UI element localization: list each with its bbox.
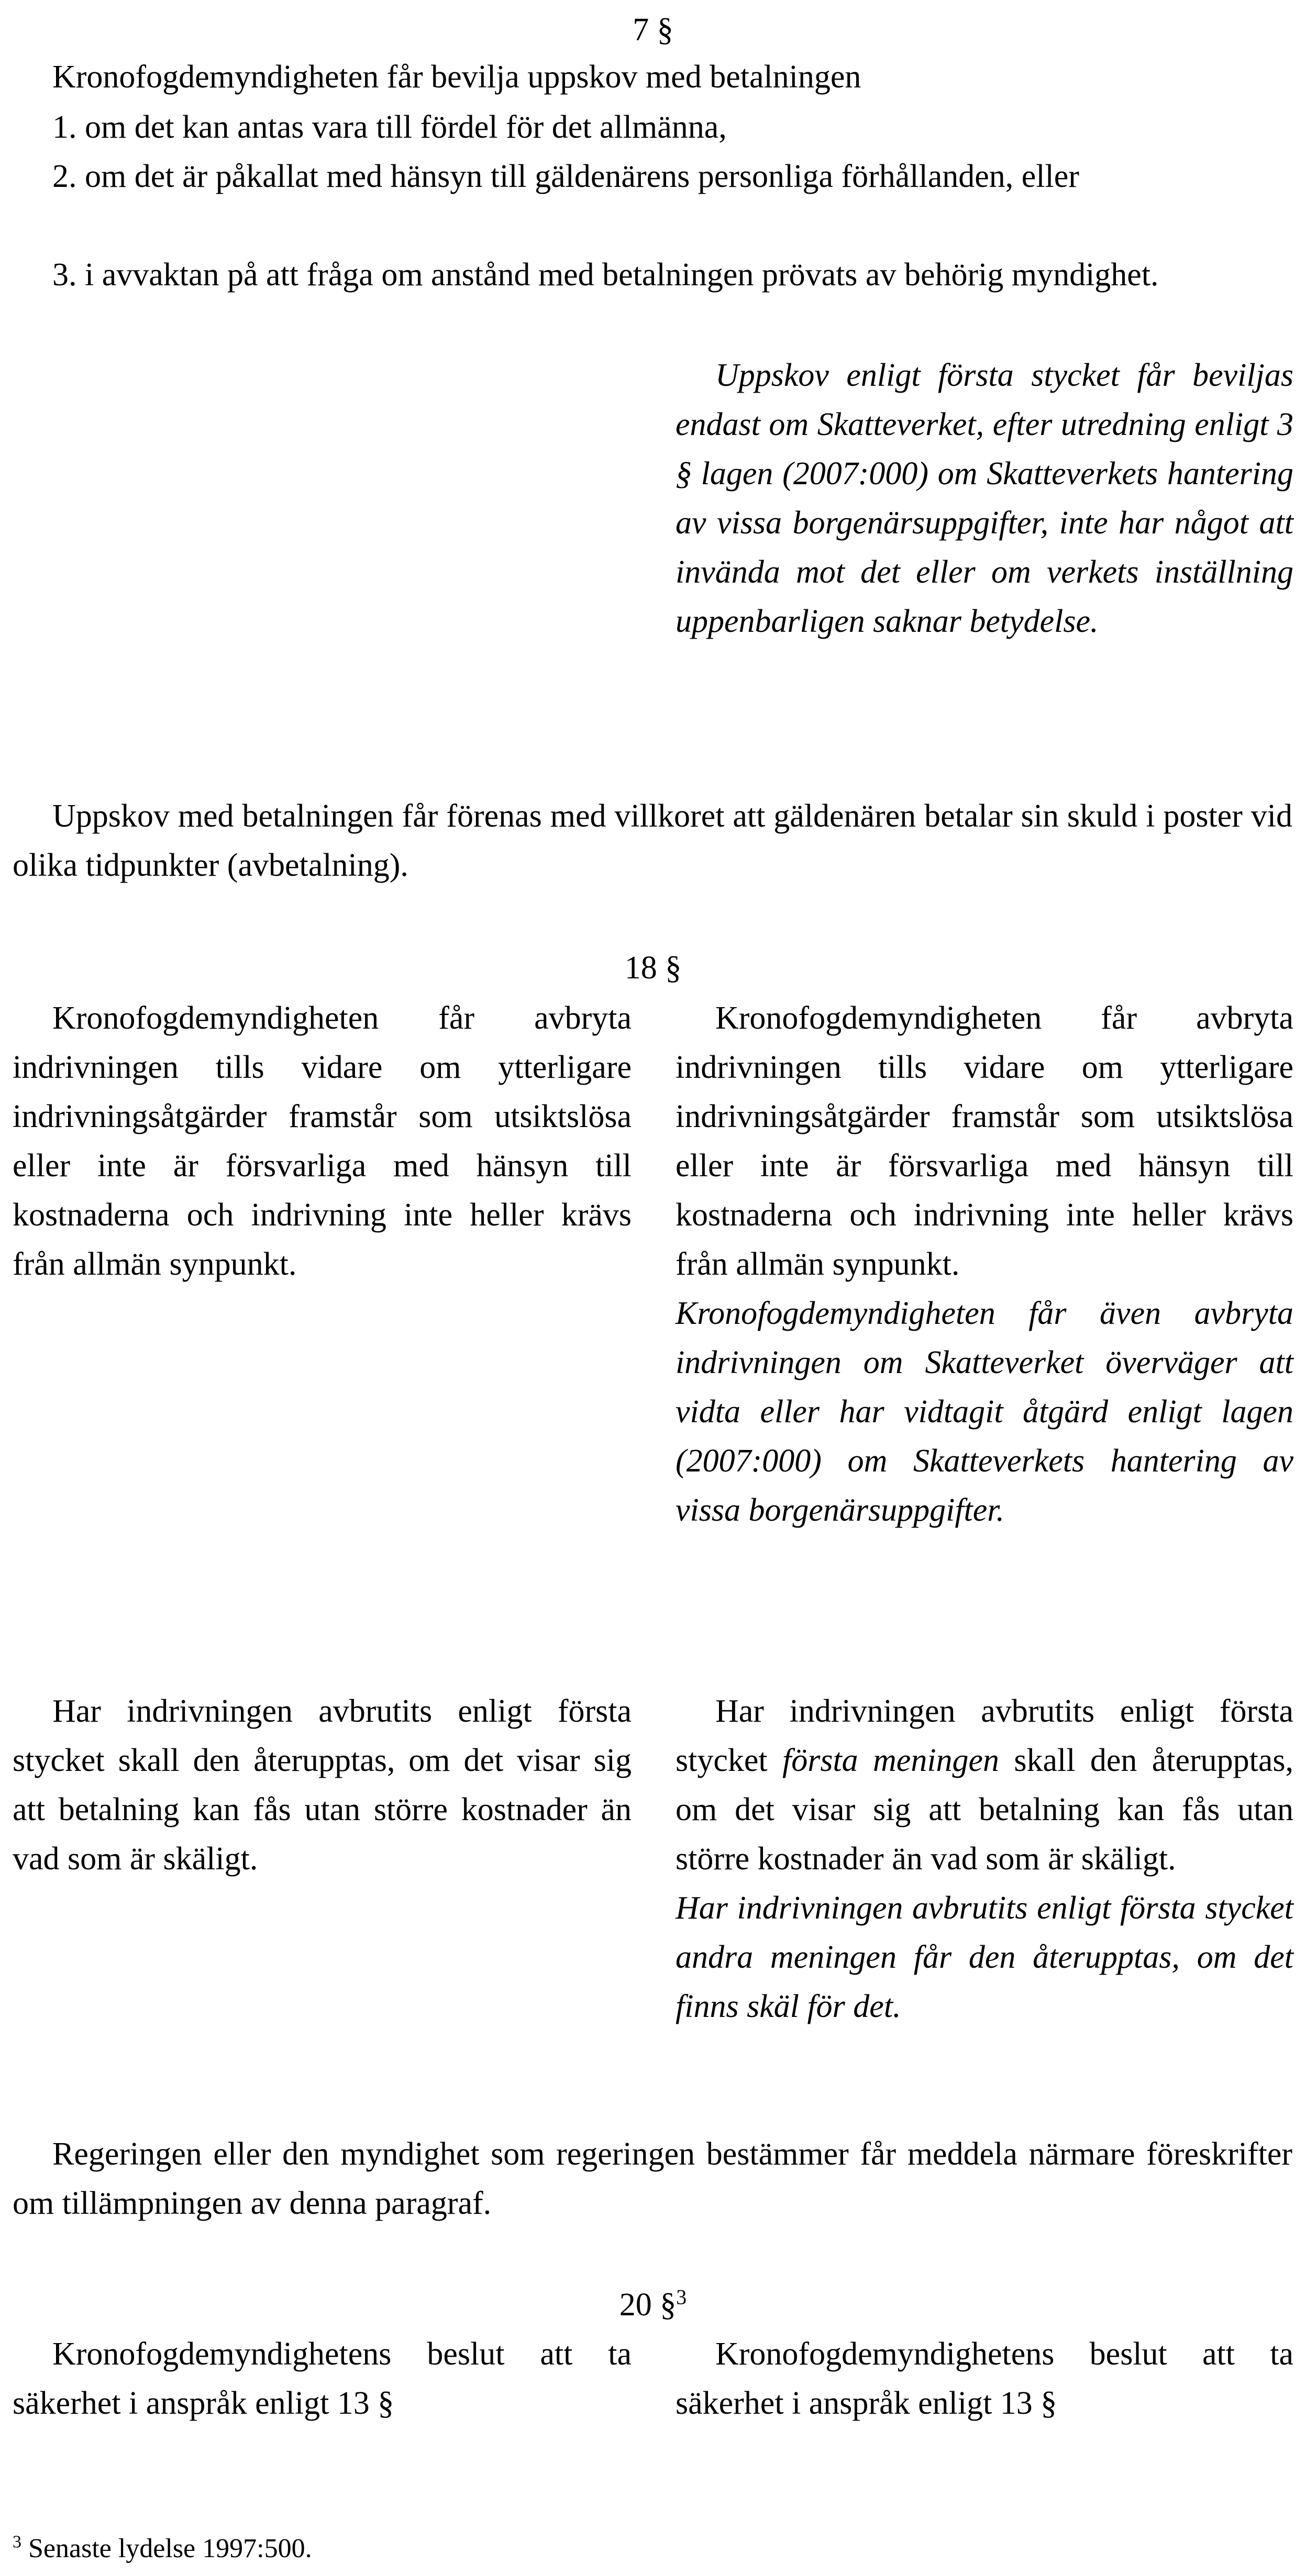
- sec18-left-paragraph-2: [13, 1687, 632, 1883]
- footnote-mark: 3: [13, 2532, 21, 2552]
- sec18-right-p2-part-b: skall den återupptas, om det visar sig att betalning kan fås utan större kostnader än vad som är skäligt.: [676, 1743, 1293, 1877]
- sec20-right-paragraph: [676, 2329, 1293, 2428]
- sec20-left-paragraph: [13, 2329, 632, 2428]
- sec7-item-3-text: 3. i avvaktan på att fråga om anstånd med betalningen prövats av behörig myndighet.: [52, 257, 1159, 293]
- sec7-item-2-text: 2. om det är påkallat med hänsyn till gäldenärens personliga förhållanden, eller: [52, 159, 1079, 194]
- footnote: [13, 2530, 312, 2567]
- sec18-right-p2-italic: första meningen: [782, 1743, 1000, 1778]
- sec7-item-3: [13, 250, 1292, 299]
- footnote-text: Senaste lydelse 1997:500.: [21, 2534, 312, 2563]
- sec18-right-paragraph-1: [676, 994, 1293, 1535]
- sec7-intro-text: Kronofogdemyndigheten får bevilja uppskov med betalningen: [52, 59, 861, 95]
- sec18-right-paragraph-1-new: Kronofogdemyndigheten får även avbryta indrivningen om Skatteverket överväger att vidta eller har vidtagit åtgärd enligt lagen (2007:000) om Skatteverkets hantering av vissa borgenärsuppgifter.: [676, 1296, 1293, 1528]
- sec7-new-paragraph-text: Uppskov enligt första stycket får beviljas endast om Skatteverket, efter utredning enligt 3 § lagen (2007:000) om Skatteverkets hantering av vissa borgenärsuppgifter, inte har något att invända mot det eller om verkets inställning uppenbarligen saknar betydelse.: [676, 358, 1293, 639]
- sec7-closing: [13, 791, 1292, 890]
- sec18-left-paragraph-1: [13, 994, 632, 1289]
- sec18-left-paragraph-2-text: Har indrivningen avbrutits enligt första stycket skall den återupptas, om det visar sig att betalning kan fås utan större kostnader än vad som är skäligt.: [13, 1693, 632, 1877]
- footnote-reference: 3: [676, 2285, 687, 2309]
- sec18-left-paragraph-1-text: Kronofogdemyndigheten får avbryta indrivningen tills vidare om ytterligare indrivningsåtgärder framstår som utsiktslösa eller inte är försvarliga med hänsyn till kostnaderna och indrivning inte heller krävs från allmän synpunkt.: [13, 1000, 632, 1282]
- sec18-closing: [13, 2129, 1292, 2228]
- sec18-right-paragraph-2-new: Har indrivningen avbrutits enligt första stycket andra meningen får den återupptas, om det finns skäl för det.: [676, 1890, 1293, 2024]
- section-heading-7: 7 §: [633, 12, 673, 48]
- sec18-right-paragraph-2: [676, 1687, 1293, 2031]
- sec18-closing-text: Regeringen eller den myndighet som regeringen bestämmer får meddela närmare föreskrifter om tillämpningen av denna paragraf.: [13, 2136, 1292, 2221]
- sec7-closing-text: Uppskov med betalningen får förenas med villkoret att gäldenären betalar sin skuld i poster vid olika tidpunkter (avbetalning).: [13, 798, 1292, 883]
- sec7-new-paragraph: [676, 351, 1293, 646]
- sec7-intro: [13, 52, 1292, 102]
- sec20-left-text: Kronofogdemyndighetens beslut att ta säkerhet i anspråk enligt 13 §: [13, 2336, 632, 2421]
- sec7-item-2: [13, 152, 1292, 201]
- section-heading-18: 18 §: [624, 950, 682, 986]
- sec18-right-p2-part-a: Har indrivningen avbrutits enligt första stycket: [676, 1693, 1293, 1778]
- section-heading-20-text: 20 §: [619, 2287, 677, 2323]
- sec20-right-text: Kronofogdemyndighetens beslut att ta säkerhet i anspråk enligt 13 §: [676, 2336, 1293, 2421]
- sec18-right-paragraph-2-text: [676, 1687, 1293, 1883]
- sec18-right-paragraph-1-text: Kronofogdemyndigheten får avbryta indrivningen tills vidare om ytterligare indrivningsåtgärder framstår som utsiktslösa eller inte är försvarliga med hänsyn till kostnaderna och indrivning inte heller krävs från allmän synpunkt.: [676, 1000, 1293, 1282]
- sec7-item-1-text: 1. om det kan antas vara till fördel för det allmänna,: [52, 109, 727, 145]
- sec7-item-1: [13, 103, 1292, 152]
- section-heading-20: [0, 2280, 1306, 2329]
